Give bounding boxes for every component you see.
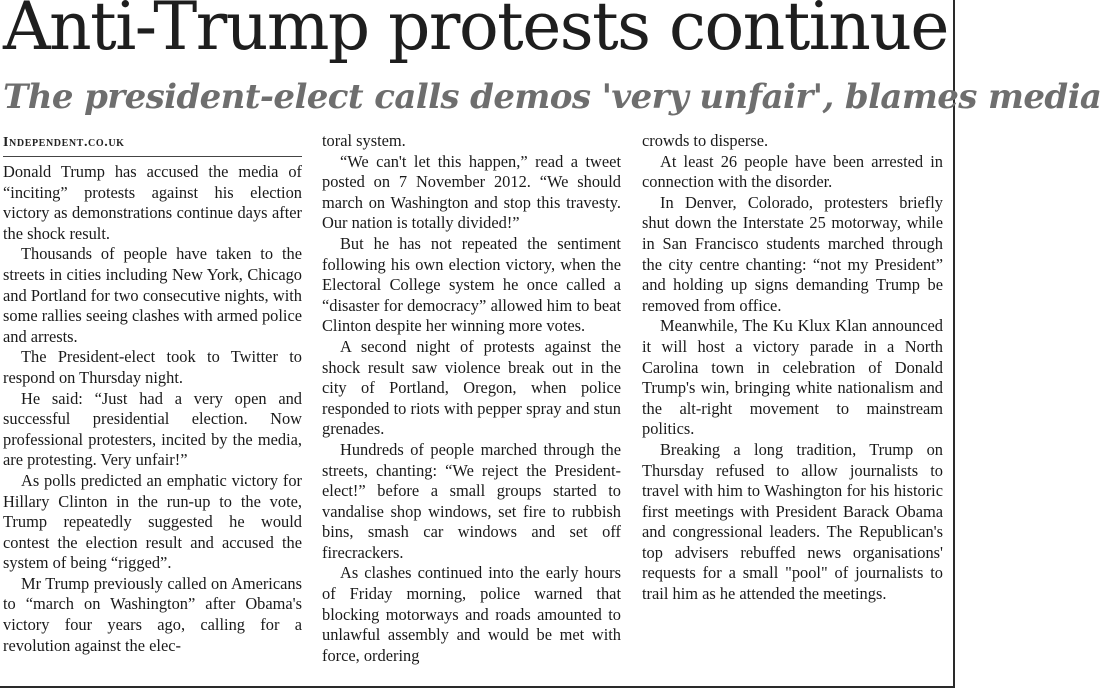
paragraph: Meanwhile, The Ku Klux Klan announced it will host a victory parade in a North Carolina town in celebration of Donald Trump's win, bringing white nationalism and the alt-right movement to mainstream politics. — [642, 316, 943, 439]
paragraph: As clashes continued into the early hours of Friday morning, police warned that blocking motorways and roads amounted to unlawful assembly and would be met with force, ordering — [322, 563, 621, 665]
paragraph: Thousands of people have taken to the streets in cities including New York, Chicago and Portland for two consecutive nights, with some rallies seeing clashes with armed police and arrests. — [3, 244, 302, 346]
paragraph: Breaking a long tradition, Trump on Thursday refused to allow journalists to travel with him to Washington for his historic first meetings with President Barack Obama and congressional leaders. The Republican's top advisers rebuffed news organisations' requests for a small "pool" of journalists to trail him as he attended the meetings. — [642, 439, 943, 604]
paragraph: In Denver, Colorado, protesters briefly shut down the Interstate 25 motorway, while in San Francisco students marched through the city centre chanting: “not my President” and holding up signs demanding Trump be removed from office. — [642, 192, 943, 315]
article-column-2 — [322, 131, 621, 683]
standfirst: The president-elect calls demos 'very unfair', blames media — [3, 77, 1101, 117]
paragraph: He said: “Just had a very open and successful presidential election. Now professional protesters, incited by the media, are protesting. Very unfair!” — [3, 388, 302, 470]
byline: Independent.co.uk — [3, 134, 302, 157]
article-column-1 — [3, 134, 302, 686]
paragraph: toral system. — [322, 131, 406, 150]
paragraph: crowds to disperse. — [642, 131, 769, 150]
paragraph: “We can't let this happen,” read a tweet posted on 7 November 2012. “We should march on Washington and stop this travesty. Our nation is totally divided!” — [322, 151, 621, 233]
article-column-3 — [642, 131, 943, 683]
paragraph: As polls predicted an emphatic victory for Hillary Clinton in the run-up to the vote, Trump repeatedly suggested he would contest the election result and accused the system of being “rigged”. — [3, 470, 302, 573]
paragraph: But he has not repeated the sentiment following his own election victory, when the Electoral College system he once called a “disaster for democracy” allowed him to beat Clinton despite her winning more votes. — [322, 233, 621, 336]
paragraph: Mr Trump previously called on Americans to “march on Washington” after Obama's victory four years ago, calling for a revolution against the elec- — [3, 573, 302, 655]
paragraph: At least 26 people have been arrested in connection with the disorder. — [642, 151, 943, 192]
paragraph: A second night of protests against the shock result saw violence break out in the city of Portland, Oregon, when police responded to riots with pepper spray and stun grenades. — [322, 336, 621, 439]
paragraph: Hundreds of people marched through the streets, chanting: “We reject the President-elect!” before a small groups started to vandalise shop windows, set fire to rubbish bins, smash car windows and set off firecrackers. — [322, 439, 621, 562]
headline: Anti-Trump protests continue — [3, 0, 948, 65]
paragraph: The President-elect took to Twitter to respond on Thursday night. — [3, 347, 302, 387]
paragraph: Donald Trump has accused the media of “inciting” protests against his election victory as demonstrations continue days after the shock result. — [3, 162, 302, 243]
